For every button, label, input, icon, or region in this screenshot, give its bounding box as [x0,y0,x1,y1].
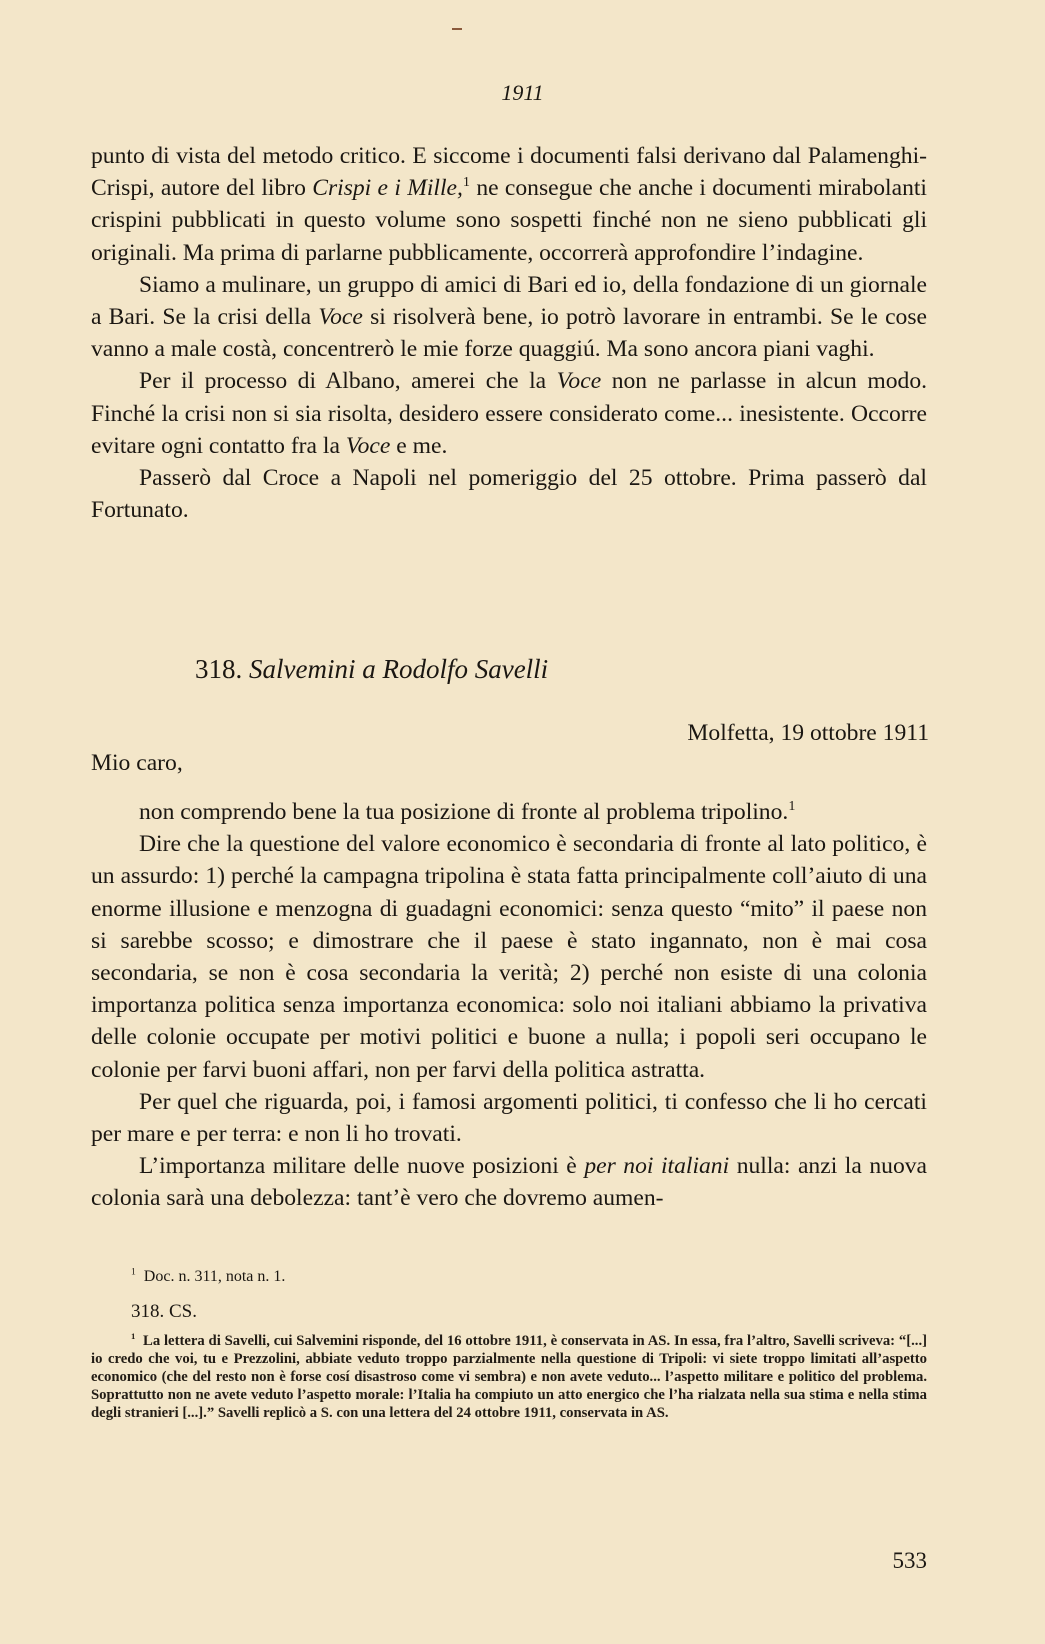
footnote-source: 318. CS. [131,1301,197,1322]
journal-name: Voce [345,432,391,459]
letter-title: Salvemini a Rodolfo Savelli [249,654,549,684]
paragraph: Per il processo di Albano, amerei che la Voce non ne parlasse in alcun modo. Finché la crisi non si sia risolta, desidero essere considerato come... inesistente. Occorre evitare ogni contatto fra la Voce e me. [91,368,928,459]
salutation: Mio caro, [91,750,183,776]
letter-number: 318. [195,654,243,684]
letter-body [91,796,927,1215]
footnote-mark: 1 [131,1331,136,1342]
footnote-ref: 1 [462,174,470,191]
print-mark [452,28,462,30]
footnote-mark: 1 [131,1266,136,1278]
paragraph: Dire che la questione del valore economico è secondaria di fronte al lato politico, è un assurdo: 1) perché la campagna tripolina è stata fatta principalmente coll’aiuto di una enorme illusione e menzogna di guadagni economici: senza questo “mito” il paese non si sarebbe scosso; e dimostrare che il paese è stato ingannato, non è mai cosa secondaria, se non è cosa secondaria la verità; 2) perché non esiste di una colonia importanza politica senza importanza economica: solo noi italiani abbiamo la privativa delle colonie occupate per motivi politici e buone a nulla; i popoli seri occupano le colonie per farvi buoni affari, non per farvi della politica astratta. [91,831,927,1083]
letter-continuation [91,140,927,526]
dateline: Molfetta, 19 ottobre 1911 [687,720,929,746]
journal-name: Voce [556,368,602,395]
book-title: Crispi e i Mille, [312,175,463,202]
letter-heading [195,654,548,685]
footnote-2: $^1$ La lettera di Savelli, cui Salvemini risponde, del 16 ottobre 1911, è conservata in AS. In essa, fra l’altro, Savelli scriveva: “[...] io credo che voi, tu e Prezzolini, abbiate veduto troppo parzialmente nella questione di Tripoli: vi siete troppo limitati all’aspetto economico (che del resto non è forse cosí disastroso come vi sembra) e non avete veduto... l’aspetto militare e politico del problema. Soprattutto non ne avete veduto l’aspetto morale: l’Italia ha compiuto un atto energico che l’ha rialzata nella sua stima e nella stima degli stranieri [...].” Savelli replicò a S. con una lettera del 24 ottobre 1911, conservata in AS. [91,1331,928,1422]
page-number: 533 [892,1548,927,1573]
paragraph: Per quel che riguarda, poi, i famosi argomenti politici, ti confesso che li ho cercati per mare e per terra: e non li ho trovati. [91,1088,927,1148]
paragraph: Siamo a mulinare, un gruppo di amici di Bari ed io, della fondazione di un giornale a Bari. Se la crisi della Voce si risolverà bene, io potrò lavorare in entrambi. Se le cose vanno a male costà, concentrerò le mie forze quaggiú. Ma sono ancora piani vaghi. [91,271,927,363]
paragraph: Passerò dal Croce a Napoli nel pomeriggio del 25 ottobre. Prima passerò dal Fortunato. [91,465,927,524]
paragraph: punto di vista del metodo critico. E siccome i documenti falsi derivano dal Palamenghi-Crispi, autore del libro Crispi e i Mille,$^1$ ne consegue che anche i documenti mirabolanti crispini pubblicati in questo volume sono sospetti finché non ne sieno pubblicati gli originali. Ma prima di parlarne pubblicamente, occorrerà approfondire l’indagine. [91,143,927,266]
footnote-1: $^1$ Doc. n. 311, nota n. 1. [131,1266,286,1285]
paragraph: L’importanza militare delle nuove posizioni è per noi italiani nulla: anzi la nuova colonia sarà una debolezza: tant’è vero che dovremo aumen- [91,1153,928,1212]
running-head: 1911 [501,80,544,105]
paragraph: non comprendo bene la tua posizione di fronte al problema tripolino.$^1$ [139,798,796,825]
emphasis: per noi italiani [584,1153,730,1180]
journal-name: Voce [318,304,363,331]
footnote-ref: 1 [788,798,796,815]
